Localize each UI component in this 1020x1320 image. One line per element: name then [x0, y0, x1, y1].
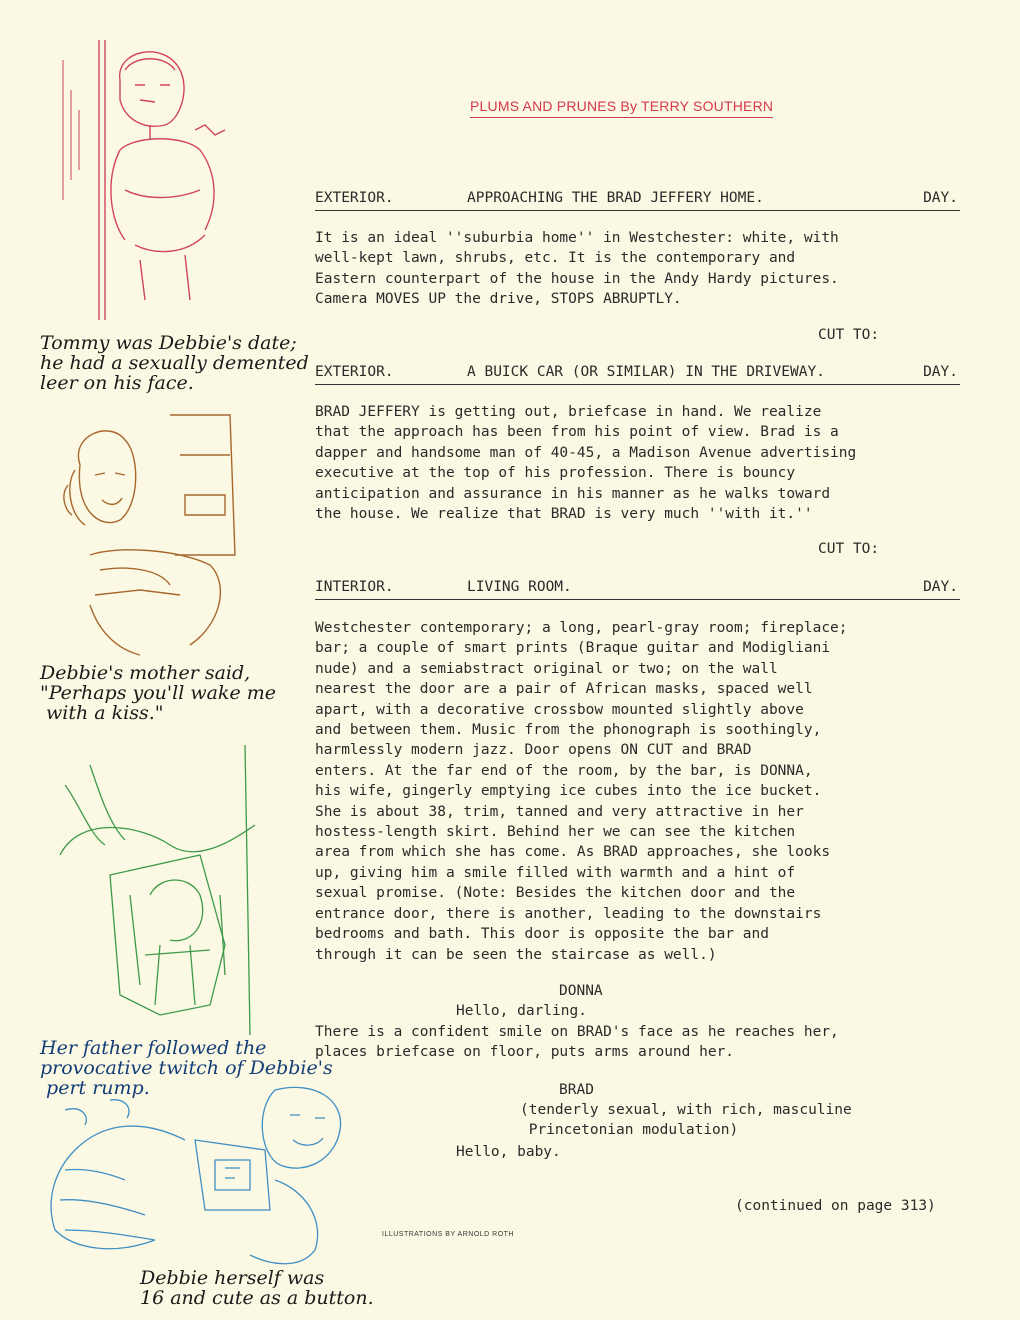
cut-to-2: CUT TO:: [818, 541, 880, 557]
scene-3-description: Westchester contemporary; a long, pearl-gray room; fireplace; bar; a couple of smart prints (Braque guitar and Modigliani nude) and a semiabstract original or two; on the wall nearest the door are a pair of African masks, spaced well apart, with a decorative crossbow mounted slightly above and between them. Music from the phonograph is soothingly, harmlessly modern jazz. Door opens ON CUT and BRAD enters. At the far end of the room, by the bar, is DONNA, his wife, gingerly emptying ice cubes into the ice bucket. She is about 38, trim, tanned and very attractive in her hostess-length skirt. Behind her we can see the kitchen area from which she has come. As BRAD approaches, she looks up, giving him a smile filled with warmth and a hint of sexual promise. (Note: Besides the kitchen door and the entrance door, there is another, leading to the downstairs bedrooms and bath. This door is opposite the bar and through it can be seen the staircase as well.): [315, 620, 848, 963]
scene-1-description: It is an ideal ''suburbia home'' in Westchester: white, with well-kept lawn, shrubs, etc. It is the contemporary and Eastern counterpart of the house in the Andy Hardy pictures. Camera MOVES UP the drive, STOPS ABRUPTLY.: [315, 230, 839, 308]
scene-time: DAY.: [923, 190, 958, 206]
scene-time: DAY.: [923, 579, 958, 595]
scene-location: APPROACHING THE BRAD JEFFERY HOME.: [467, 190, 764, 206]
scene-location: LIVING ROOM.: [467, 579, 572, 595]
illustration-credit: ILLUSTRATIONS BY ARNOLD ROTH: [382, 1231, 514, 1238]
dialogue-donna: Hello, darling.: [456, 1003, 587, 1019]
scene-type: EXTERIOR.: [315, 364, 394, 380]
character-name-donna: DONNA: [559, 983, 603, 999]
scene-heading-2: [315, 364, 960, 385]
scene-time: DAY.: [923, 364, 958, 380]
caption-father: Her father followed the provocative twitch of Debbie's pert rump.: [40, 1037, 333, 1099]
mother-sketch-illustration: [60, 395, 260, 660]
tommy-sketch-illustration: [55, 30, 255, 330]
page-title: PLUMS AND PRUNES By TERRY SOUTHERN: [470, 98, 773, 118]
scene-2-description: BRAD JEFFERY is getting out, briefcase in hand. We realize that the approach has been from his point of view. Brad is a dapper and handsome man of 40-45, a Madison Avenue advertising executive at the top of his profession. There is bouncy anticipation and assurance in his manner as he walks toward the house. We realize that BRAD is very much ''with it.'': [315, 404, 857, 523]
continued-note: (continued on page 313): [735, 1198, 936, 1214]
action-line: There is a confident smile on BRAD's face as he reaches her, places briefcase on floor, puts arms around her.: [315, 1024, 839, 1061]
scene-location: A BUICK CAR (OR SIMILAR) IN THE DRIVEWAY.: [467, 364, 825, 380]
scene-type: EXTERIOR.: [315, 190, 394, 206]
caption-debbie: Debbie herself was 16 and cute as a button.: [140, 1267, 374, 1309]
scene-heading-3: [315, 579, 960, 600]
caption-mother: Debbie's mother said, "Perhaps you'll wake me with a kiss.": [40, 662, 276, 724]
scene-heading-1: [315, 190, 960, 211]
caption-tommy: Tommy was Debbie's date; he had a sexually demented leer on his face.: [40, 332, 309, 394]
parenthetical-brad: (tenderly sexual, with rich, masculine Princetonian modulation): [520, 1102, 852, 1139]
scene-type: INTERIOR.: [315, 579, 394, 595]
character-name-brad: BRAD: [559, 1082, 594, 1098]
cut-to-1: CUT TO:: [818, 327, 880, 343]
debbie-angel-sketch-illustration: [35, 1080, 385, 1280]
dialogue-brad: Hello, baby.: [456, 1144, 561, 1160]
father-sketch-illustration: [50, 745, 280, 1035]
